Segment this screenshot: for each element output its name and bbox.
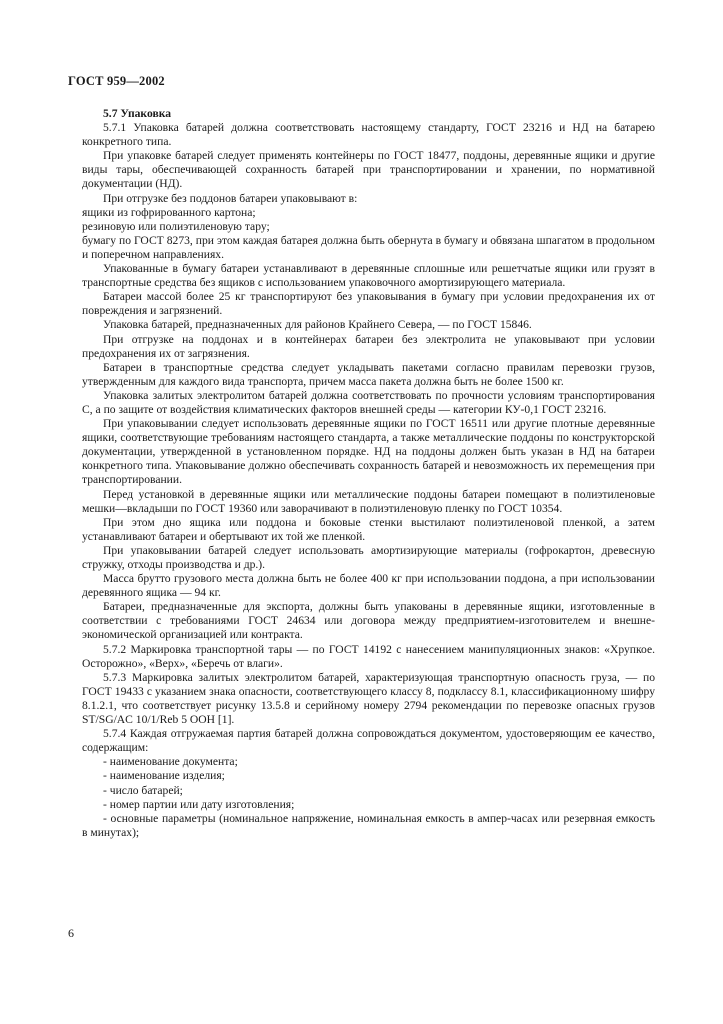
list-item: - наименование документа; — [103, 755, 238, 769]
list-item: - номер партии или дату изготовления; — [103, 797, 295, 811]
paragraph: При отгрузке без поддонов батареи упаковывают в: — [103, 191, 358, 205]
paragraph: 5.7.2 Маркировка транспортной тары — по ГОСТ 14192 с нанесением манипуляционных знаков: «Хрупкое. Осторожно», «Верх», «Беречь от влаги». — [82, 642, 655, 670]
paragraph: Перед установкой в деревянные ящики или металлические поддоны батареи помещают в полиэтиленовые мешки—вкладыши по ГОСТ 19360 или заворачивают в полиэтиленовую пленку по ГОСТ 10354. — [82, 487, 655, 515]
paragraph: Упаковка батарей, предназначенных для районов Крайнего Севера, — по ГОСТ 15846. — [103, 318, 532, 332]
paragraph: При упаковывании батарей следует использовать амортизирующие материалы (гофрокартон, древесную стружку, отходы производства и др.). — [82, 543, 655, 571]
paragraph: Упаковка залитых электролитом батарей должна соответствовать по прочности условиям транспортирования С, а по защите от воздействия климатических факторов внешней среды — категории КУ-0,1 ГОСТ 23216. — [82, 388, 655, 416]
paragraph: При упаковке батарей следует применять контейнеры по ГОСТ 18477, поддоны, деревянные ящики и другие виды тары, обеспечивающей сохранность батарей при транспортировании и хранении, по нормативной документации (НД). — [82, 149, 655, 191]
list-item: ящики из гофрированного картона; — [82, 205, 256, 219]
paragraph: Батареи массой более 25 кг транспортируют без упаковывания в бумагу при условии предохранения их от повреждения и загрязнений. — [82, 290, 655, 318]
paragraph: 5.7.4 Каждая отгружаемая партия батарей должна сопровождаться документом, удостоверяющим ее качество, содержащим: — [82, 727, 655, 755]
list-item: - наименование изделия; — [103, 769, 225, 783]
list-item: - основные параметры (номинальное напряжение, номинальная емкость в ампер-часах или резервная емкость в минутах); — [82, 811, 655, 839]
list-item: резиновую или полиэтиленовую тару; — [82, 219, 270, 233]
paragraph: Батареи в транспортные средства следует укладывать пакетами согласно правилам перевозки грузов, утвержденным для каждого вида транспорта, причем масса пакета должна быть не более 1500 кг. — [82, 360, 655, 388]
paragraph: При отгрузке на поддонах и в контейнерах батареи без электролита не упаковывают при условии предохранения их от загрязнения. — [82, 332, 655, 360]
paragraph: Упакованные в бумагу батареи устанавливают в деревянные сплошные или решетчатые ящики или грузят в транспортные средства без ящиков с использованием упаковочного амортизирующего материала. — [82, 262, 655, 290]
document-body — [82, 107, 655, 840]
paragraph: 5.7.1 Упаковка батарей должна соответствовать настоящему стандарту, ГОСТ 23216 и НД на батарею конкретного типа. — [82, 121, 655, 149]
paragraph: Батареи, предназначенные для экспорта, должны быть упакованы в деревянные ящики, изготовленные в соответствии с требованиями ГОСТ 24634 или договора между предприятием-изготовителем и внешне-экономической организацией или контракта. — [82, 600, 655, 642]
paragraph: 5.7.3 Маркировка залитых электролитом батарей, характеризующая транспортную опасность груза, — по ГОСТ 19433 с указанием знака опасности, соответствующего классу 8, подклассу 8.1, классификационному шифру 8.1.2.1, что соответствует рисунку 13.5.8 и серийному номеру 2794 рекомендации по перевозке опасных грузов ST/SG/AC 10/1/Reb 5 OOH [1]. — [82, 670, 655, 727]
document-header: ГОСТ 959—2002 — [68, 74, 165, 88]
paragraph: При упаковывании следует использовать деревянные ящики по ГОСТ 16511 или другие плотные деревянные ящики, соответствующие требованиям настоящего стандарта, а также металлические поддоны по конструкторской документации, утвержденной в установленном порядке. НД на поддоны должен быть указан в НД на батареи конкретного типа. Упаковывание должно обеспечивать сохранность батарей и невозможность их перемещения при транспортировании. — [82, 417, 655, 487]
paragraph: Масса брутто грузового места должна быть не более 400 кг при использовании поддона, а при использовании деревянного ящика — 94 кг. — [82, 572, 655, 600]
page-number: 6 — [68, 926, 74, 940]
section-heading: 5.7 Упаковка — [103, 107, 172, 120]
list-item: бумагу по ГОСТ 8273, при этом каждая батарея должна быть обернута в бумагу и обвязана шпагатом в продольном и поперечном направлениях. — [82, 233, 655, 261]
list-item: - число батарей; — [103, 783, 183, 797]
paragraph: При этом дно ящика или поддона и боковые стенки выстилают полиэтиленовой пленкой, а затем устанавливают батареи и обертывают их той же пленкой. — [82, 515, 655, 543]
